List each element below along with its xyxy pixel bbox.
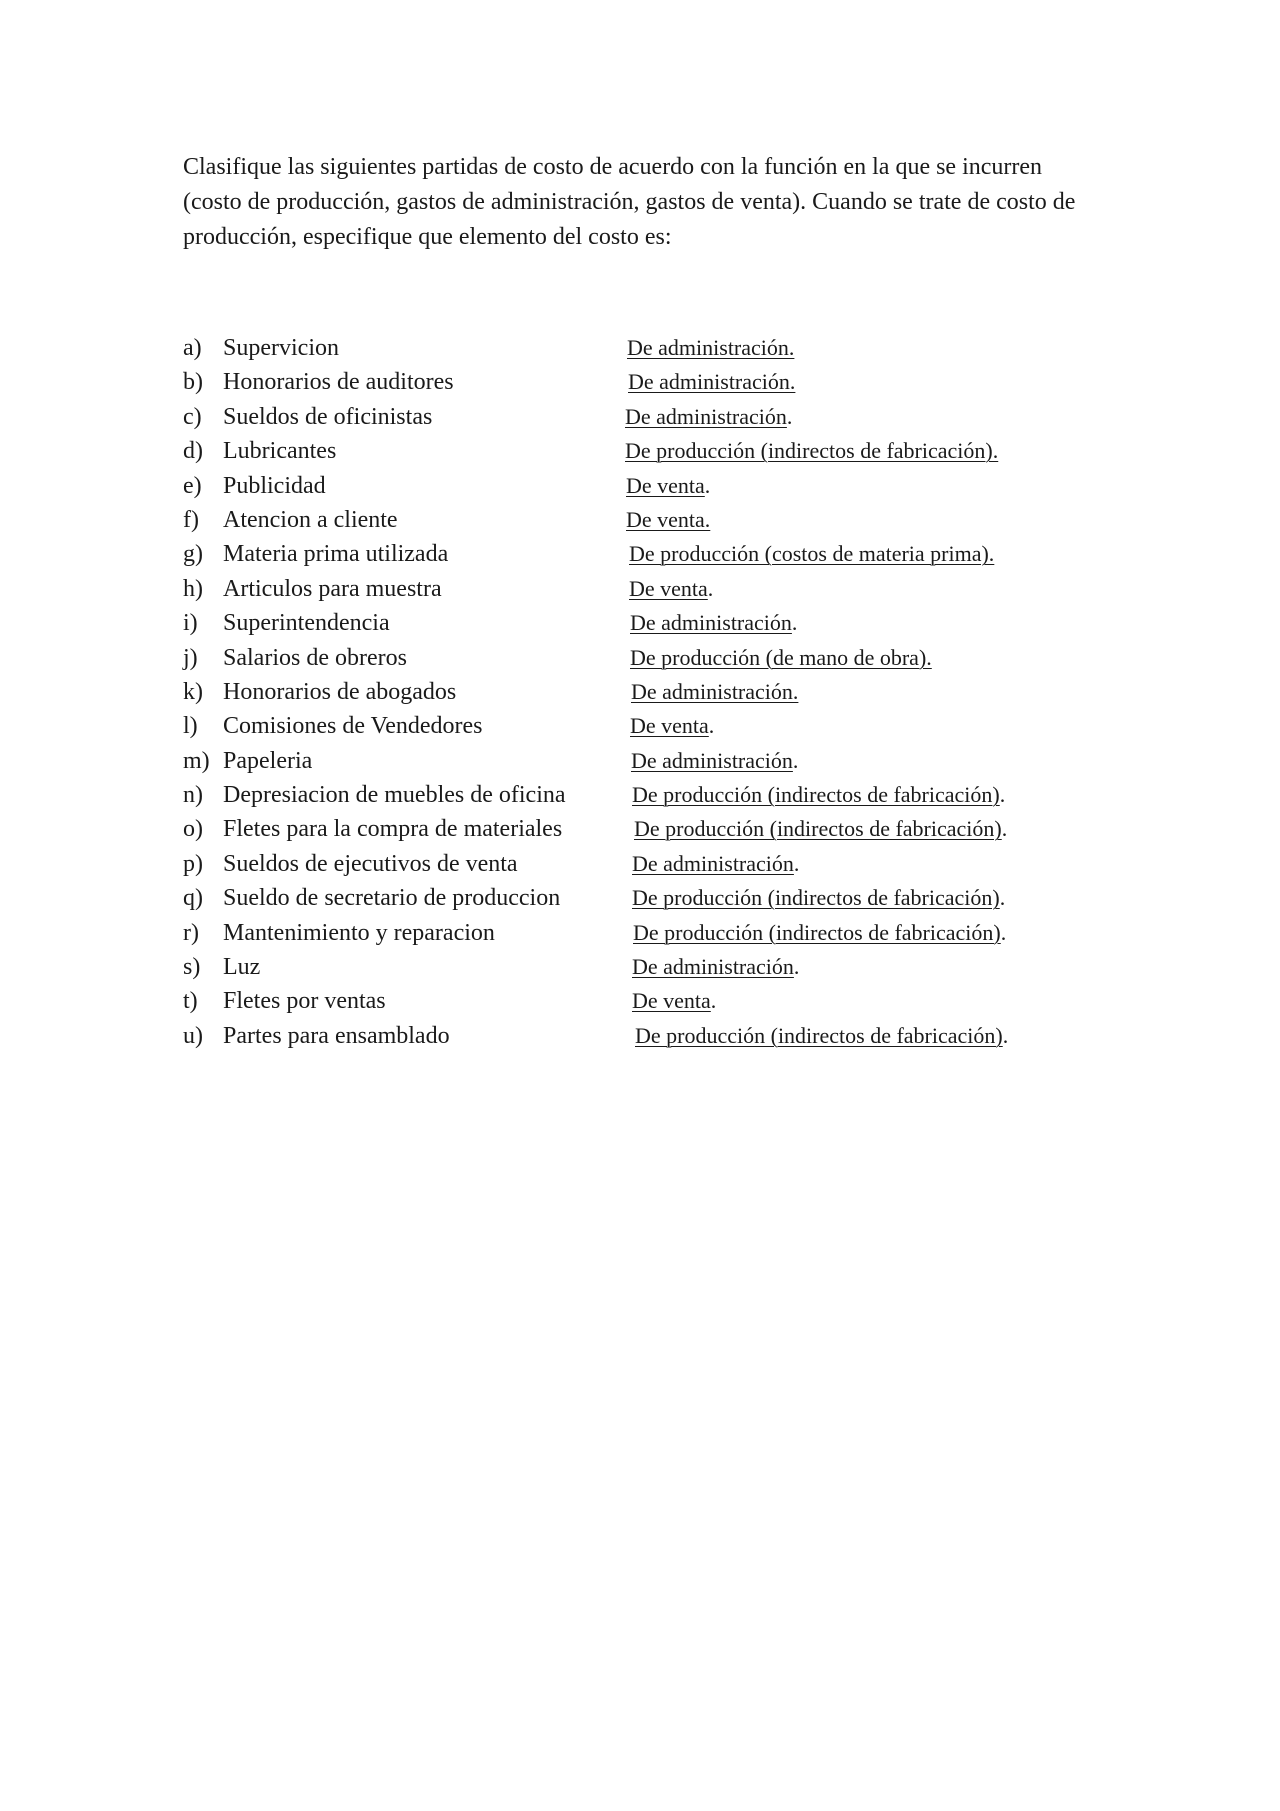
item-letter: h)	[183, 575, 203, 602]
item-letter: j)	[183, 644, 198, 671]
list-item	[183, 606, 1083, 640]
list-item	[183, 675, 1083, 709]
item-concept: Fletes por ventas	[223, 988, 386, 1015]
list-item	[183, 469, 1083, 503]
classification-suffix: .	[1000, 919, 1007, 945]
item-concept: Superintendencia	[223, 610, 390, 637]
item-concept: Publicidad	[223, 472, 326, 499]
item-classification	[632, 881, 1005, 915]
list-item	[183, 331, 1083, 365]
item-concept: Luz	[223, 954, 261, 981]
cost-items-list	[183, 331, 1083, 1053]
item-classification	[632, 984, 716, 1018]
classification-underlined: De venta	[629, 575, 708, 601]
classification-underlined: De venta	[626, 472, 705, 498]
list-item	[183, 641, 1083, 675]
classification-underlined: De venta	[630, 713, 709, 739]
item-letter: f)	[183, 506, 199, 533]
item-classification	[629, 537, 994, 571]
list-item	[183, 881, 1083, 915]
item-classification	[626, 469, 710, 503]
item-concept: Supervicion	[223, 335, 339, 361]
classification-suffix: .	[791, 610, 798, 636]
item-letter: c)	[183, 403, 202, 430]
list-item	[183, 778, 1083, 812]
classification-underlined: De administración	[631, 747, 793, 773]
item-letter: a)	[183, 335, 202, 361]
classification-underlined: De producción (de mano de obra).	[630, 644, 932, 670]
item-concept: Materia prima utilizada	[223, 541, 449, 568]
item-concept: Lubricantes	[223, 438, 337, 465]
item-classification	[628, 365, 795, 399]
classification-suffix: .	[999, 885, 1006, 911]
classification-underlined: De producción (indirectos de fabricación)	[632, 782, 1000, 808]
item-concept: Sueldos de ejecutivos de venta	[223, 850, 518, 877]
item-concept: Salarios de obreros	[223, 644, 407, 671]
item-letter: t)	[183, 988, 198, 1015]
list-item	[183, 365, 1083, 399]
classification-underlined: De producción (indirectos de fabricación)	[635, 1022, 1003, 1048]
item-concept: Papeleria	[223, 747, 313, 774]
classification-underlined: De producción (costos de materia prima).	[629, 541, 995, 567]
item-concept: Comisiones de Vendedores	[223, 713, 483, 740]
classification-suffix: .	[786, 403, 793, 429]
list-item	[183, 1019, 1083, 1053]
classification-underlined: De producción (indirectos de fabricación)	[633, 919, 1001, 945]
classification-suffix: .	[704, 472, 711, 498]
list-item	[183, 916, 1083, 950]
item-classification	[626, 503, 710, 537]
classification-underlined: De producción (indirectos de fabricación).	[625, 438, 999, 464]
item-classification	[630, 709, 714, 743]
item-letter: g)	[183, 541, 203, 568]
item-letter: b)	[183, 369, 203, 396]
item-classification	[632, 950, 799, 984]
item-letter: u)	[183, 1022, 203, 1049]
item-concept: Honorarios de abogados	[223, 678, 457, 705]
classification-underlined: De producción (indirectos de fabricación)	[632, 885, 1000, 911]
classification-suffix: .	[710, 988, 717, 1014]
classification-underlined: De producción (indirectos de fabricación)	[634, 816, 1002, 842]
item-letter: q)	[183, 885, 203, 912]
list-item	[183, 572, 1083, 606]
item-concept: Sueldos de oficinistas	[223, 403, 433, 430]
item-concept: Atencion a cliente	[223, 506, 398, 533]
classification-suffix: .	[793, 850, 800, 876]
classification-underlined: De administración.	[627, 335, 795, 360]
instructions-paragraph: Clasifique las siguientes partidas de costo de acuerdo con la función en la que se incurren (costo de producción, gastos de administración, gastos de venta). Cuando se trate de costo de producción, especifique que elemento del costo es:	[183, 154, 1076, 250]
item-classification	[630, 606, 797, 640]
list-item	[183, 537, 1083, 571]
item-classification	[631, 744, 798, 778]
classification-underlined: De administración	[632, 954, 794, 980]
item-classification	[633, 916, 1006, 950]
classification-underlined: De administración	[632, 850, 794, 876]
classification-suffix: .	[707, 575, 714, 601]
list-item	[183, 709, 1083, 743]
classification-underlined: De administración	[625, 403, 787, 429]
item-letter: m)	[183, 747, 210, 774]
item-concept: Mantenimiento y reparacion	[223, 919, 495, 946]
classification-underlined: De venta.	[626, 506, 711, 532]
item-letter: o)	[183, 816, 203, 843]
item-concept: Partes para ensamblado	[223, 1022, 450, 1049]
classification-suffix: .	[999, 782, 1006, 808]
item-letter: r)	[183, 919, 199, 946]
item-letter: e)	[183, 472, 202, 499]
classification-suffix: .	[708, 713, 715, 739]
classification-suffix: .	[792, 747, 799, 773]
item-letter: p)	[183, 850, 203, 877]
classification-underlined: De venta	[632, 988, 711, 1014]
item-concept: Sueldo de secretario de produccion	[223, 885, 561, 912]
item-classification	[625, 434, 998, 468]
item-letter: k)	[183, 678, 203, 705]
item-classification	[635, 1019, 1008, 1053]
item-concept: Fletes para la compra de materiales	[223, 816, 563, 843]
list-item	[183, 984, 1083, 1018]
item-letter: d)	[183, 438, 203, 465]
item-concept: Honorarios de auditores	[223, 369, 454, 396]
item-letter: i)	[183, 610, 198, 637]
list-item	[183, 434, 1083, 468]
classification-suffix: .	[1001, 816, 1008, 842]
item-classification	[631, 675, 798, 709]
list-item	[183, 812, 1083, 846]
classification-underlined: De administración.	[631, 678, 799, 704]
list-item	[183, 503, 1083, 537]
item-classification	[629, 572, 713, 606]
item-classification	[625, 400, 792, 434]
item-classification	[634, 812, 1007, 846]
item-classification	[632, 847, 799, 881]
classification-suffix: .	[793, 954, 800, 980]
item-letter: n)	[183, 782, 203, 809]
item-classification	[632, 778, 1005, 812]
item-letter: l)	[183, 713, 198, 740]
item-classification	[627, 331, 794, 365]
classification-suffix: .	[1002, 1022, 1009, 1048]
classification-underlined: De administración	[630, 610, 792, 636]
item-classification	[630, 641, 932, 675]
list-item	[183, 400, 1083, 434]
classification-underlined: De administración.	[628, 369, 796, 395]
item-concept: Depresiacion de muebles de oficina	[223, 782, 566, 809]
item-letter: s)	[183, 954, 201, 981]
list-item	[183, 847, 1083, 881]
item-concept: Articulos para muestra	[223, 575, 442, 602]
list-item	[183, 950, 1083, 984]
list-item	[183, 744, 1083, 778]
